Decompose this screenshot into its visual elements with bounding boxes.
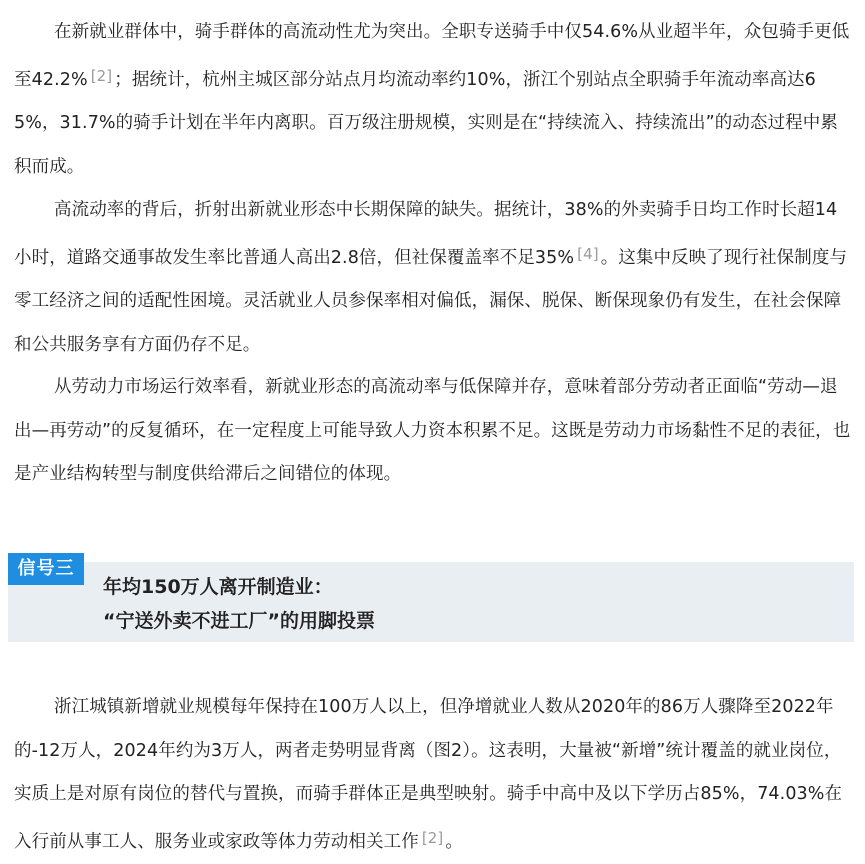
paragraph-text: 高流动率的背后，折射出新就业形态中长期保障的缺失。据统计，38%的外卖骑手日均工作时长超14小时，道路交通事故发生率比普通人高出2.8倍，但社保覆盖率不足35% — [14, 200, 838, 268]
paragraph-employment-growth — [14, 686, 854, 864]
paragraph-text: 从劳动力市场运行效率看，新就业形态的高流动率与低保障并存，意味着部分劳动者正面临“劳动—退出—再劳动”的反复循环，在一定程度上可能导致人力资本积累不足。这既是劳动力市场黏性不足的表征，也是产业结构转型与制度供给滞后之间错位的体现。 — [14, 377, 851, 484]
citation-link[interactable]: [4] — [577, 244, 599, 263]
section-title-line: “宁送外卖不进工厂”的用脚投票 — [103, 610, 375, 632]
paragraph-social-security — [14, 189, 854, 367]
paragraph-text: 浙江城镇新增就业规模每年保持在100万人以上，但净增就业人数从2020年的86万人骤降至2022年的-12万人，2024年约为3万人，两者走势明显背离（图2）。这表明，大量被“新增”统计覆盖的就业岗位，实质上是对原有岗位的替代与置换，而骑手群体正是典型映射。骑手中高中及以下学历占85%，74.03%在入行前从事工人、服务业或家政等体力劳动相关工作 — [14, 697, 843, 852]
section-title — [103, 570, 375, 638]
paragraph-text: 在新就业群体中，骑手群体的高流动性尤为突出。全职专送骑手中仅54.6%从业超半年，众包骑手更低至42.2% — [14, 22, 850, 90]
paragraph-text: 。 — [445, 831, 463, 852]
section-title-line: 年均150万人离开制造业： — [103, 576, 333, 598]
paragraph-labor-market — [14, 366, 854, 497]
paragraph-text: ；据统计，杭州主城区部分站点月均流动率约10%，浙江个别站点全职骑手年流动率高达65%，31.7%的骑手计划在半年内离职。百万级注册规模，实则是在“持续流入、持续流出”的动态过程中累积而成。 — [14, 69, 838, 177]
paragraph-text: 。这集中反映了现行社保制度与零工经济之间的适配性困境。灵活就业人员参保率相对偏低，漏保、脱保、断保现象仍有发生，在社会保障和公共服务享有方面仍存不足。 — [14, 247, 848, 355]
citation-link[interactable]: [2] — [90, 66, 113, 85]
paragraph-rider-mobility — [14, 11, 854, 189]
section-tag: 信号三 — [8, 553, 84, 585]
citation-link[interactable]: [2] — [421, 828, 444, 847]
